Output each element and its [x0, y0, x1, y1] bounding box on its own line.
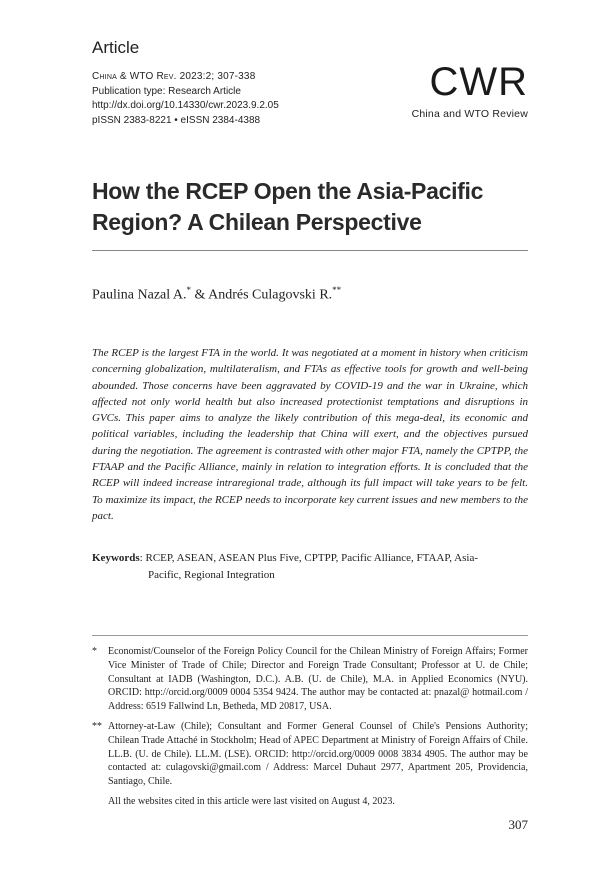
journal-metadata: [92, 70, 279, 128]
logo-subtitle: China and WTO Review: [411, 108, 528, 120]
footnotes: [92, 645, 528, 809]
keywords-list-continued: Pacific, Regional Integration: [148, 569, 275, 581]
footnote-marker[interactable]: *: [186, 285, 191, 295]
footnote: [92, 645, 528, 714]
page-number: 307: [508, 817, 528, 832]
keywords-list: : RCEP, ASEAN, ASEAN Plus Five, CPTPP, Pacific Alliance, FTAAP, Asia-: [139, 552, 478, 564]
title-divider: [92, 250, 528, 251]
footnote-mark: *: [92, 646, 97, 657]
author-name: Andrés Culagovski R.: [208, 287, 333, 303]
footnote: [92, 720, 528, 789]
author-separator: &: [190, 287, 209, 303]
footnote-text: Attorney-at-Law (Chile); Consultant and Former General Counsel of Chile's Pensions Authority; Chilean Trade Attaché in Stockholm; Head of APEC Department at Ministry of Foreign Affairs of Chile. LL.B. (U. de Chile). LL.M. (LSE). ORCID: http://orcid.org/0009 0008 3834 4905. The author may be contacted at: culagovski@gmail.com / Address: Marcel Duhaut 2977, Apartment 205, Providencia, Santiago, Chile.: [108, 720, 528, 788]
footnote-text: Economist/Counselor of the Foreign Policy Council for the Chilean Ministry of Foreign Affairs; Former Vice Minister of Trade of Chile; Director and Foreign Trade Consultant; Professor at U. de Chile; Consultant at IADB (Washington, D.C.). A.B. (U. de Chile), M.A. in Applied Economics (NYU). ORCID: http://orcid.org/0009 0004 5354 9424. The author may be contacted at: pnazal@ hotmail.com / Address: 6519 Fallwind Ln, Betheda, MD 20817, USA.: [108, 646, 528, 713]
doi-link[interactable]: http://dx.doi.org/10.14330/cwr.2023.9.2.05: [92, 100, 279, 111]
article-type-label: Article: [92, 38, 140, 57]
issn-line: pISSN 2383-8221 • eISSN 2384-4388: [92, 114, 261, 126]
footnote-marker[interactable]: **: [332, 285, 342, 295]
websites-note: All the websites cited in this article were last visited on August 4, 2023.: [108, 795, 395, 807]
logo-mark: CWR: [429, 60, 528, 104]
footnote-divider: [92, 635, 528, 636]
keywords-block: [92, 550, 528, 584]
publication-type: Publication type: Research Article: [92, 85, 241, 97]
paper-title: How the RCEP Open the Asia-Pacific Region? A Chilean Perspective: [92, 178, 484, 235]
author-name: Paulina Nazal A.: [92, 287, 187, 303]
abstract: The RCEP is the largest FTA in the world. It was negotiated at a moment in history when criticism concerning globalization, multilateralism, and FTAs as effective tools for growth and well-being abounded. Those concerns have been aggravated by COVID-19 and the war in Ukraine, which affected not only world health but also increased protectionist temptations and disruptions in GVCs. This paper aims to analyze the likely contribution of this mega-deal, its economic and political variables, including the leadership that China will exert, and the objectives pursued during the negotiation. The agreement is contrasted with other major FTA, namely the CPTPP, the FTAAP and the Pacific Alliance, mainly in relation to integration efforts. It is concluded that the RCEP will indeed increase intraregional trade, although its full impact will take years to be felt. To maximize its impact, the RCEP needs to incorporate key current issues and new members to the pact.: [92, 347, 528, 522]
author-line: [92, 285, 341, 304]
footnote-mark: **: [92, 720, 102, 732]
journal-citation: China & WTO Rev. 2023:2; 307-338: [92, 71, 256, 82]
keywords-label: Keywords: [92, 552, 140, 564]
journal-logo: [386, 62, 528, 120]
